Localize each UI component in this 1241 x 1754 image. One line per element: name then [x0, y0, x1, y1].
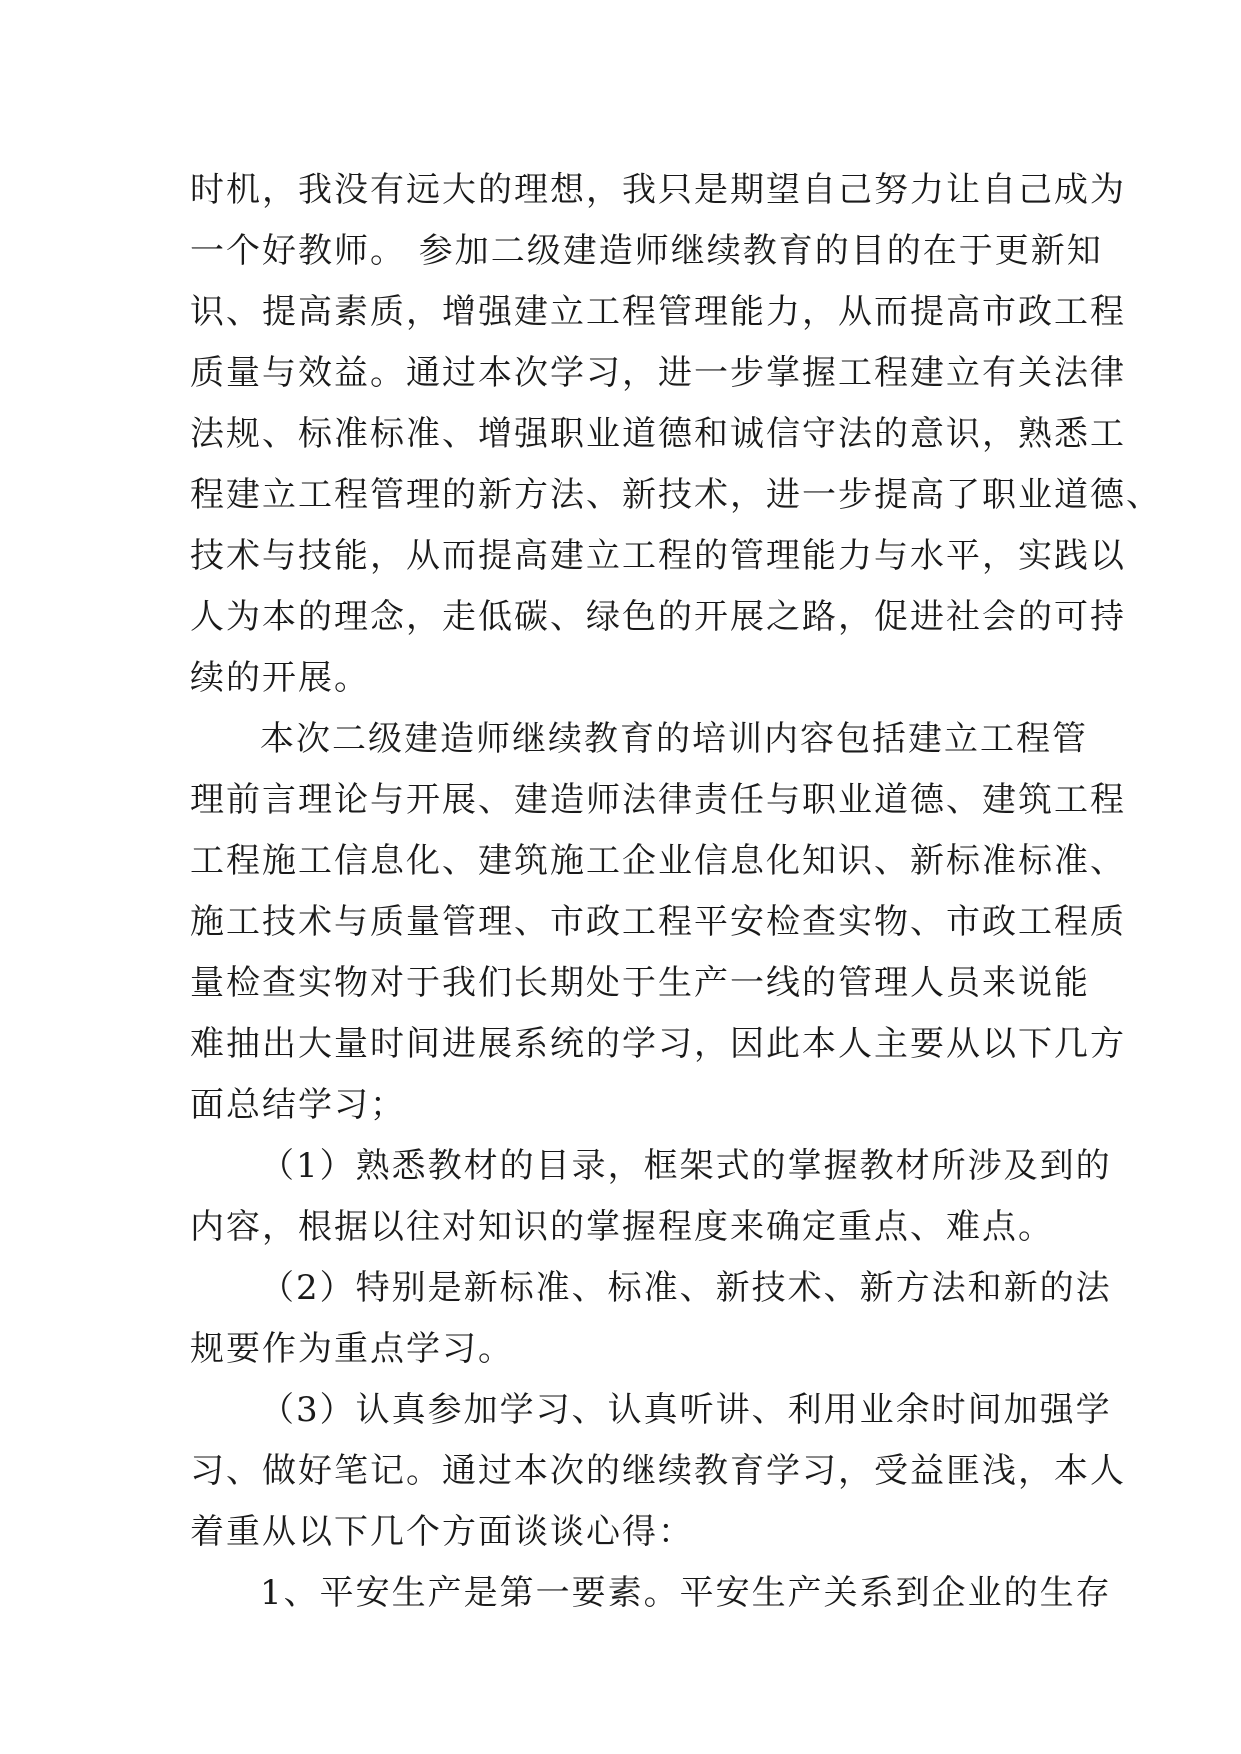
- list-item-3: （3）认真参加学习、认真听讲、利用业余时间加强学: [260, 1390, 1112, 1430]
- text-line: 内容，根据以往对知识的掌握程度来确定重点、难点。: [190, 1207, 1054, 1247]
- text-line: 理前言理论与开展、建造师法律责任与职业道德、建筑工程: [190, 780, 1126, 820]
- text-line: 人为本的理念，走低碳、绿色的开展之路，促进社会的可持: [190, 597, 1126, 637]
- text-line: 一个好教师。 参加二级建造师继续教育的目的在于更新知: [190, 231, 1103, 271]
- text-line: 法规、标准标准、增强职业道德和诚信守法的意识，熟悉工: [190, 414, 1126, 454]
- text-line: 规要作为重点学习。: [190, 1329, 514, 1369]
- text-line: 技术与技能，从而提高建立工程的管理能力与水平，实践以: [190, 536, 1126, 576]
- text-line: 施工技术与质量管理、市政工程平安检查实物、市政工程质: [190, 902, 1126, 942]
- text-line: 工程施工信息化、建筑施工企业信息化知识、新标准标准、: [190, 841, 1126, 881]
- text-line: 质量与效益。通过本次学习，进一步掌握工程建立有关法律: [190, 353, 1126, 393]
- text-line: 程建立工程管理的新方法、新技术，进一步提高了职业道德、: [190, 475, 1162, 515]
- text-line: 着重从以下几个方面谈谈心得：: [190, 1512, 694, 1552]
- text-line: 量检查实物对于我们长期处于生产一线的管理人员来说能: [190, 963, 1090, 1003]
- text-line: 识、提高素质，增强建立工程管理能力，从而提高市政工程: [190, 292, 1126, 332]
- text-line: 时机，我没有远大的理想，我只是期望自己努力让自己成为: [190, 170, 1126, 210]
- section-heading-1: 1、平安生产是第一要素。平安生产关系到企业的生存: [260, 1573, 1112, 1613]
- list-item-1: （1）熟悉教材的目录，框架式的掌握教材所涉及到的: [260, 1146, 1112, 1186]
- document-body: [190, 160, 1162, 1624]
- paragraph-first-line: 本次二级建造师继续教育的培训内容包括建立工程管: [260, 719, 1088, 759]
- text-line: 难抽出大量时间进展系统的学习，因此本人主要从以下几方: [190, 1024, 1126, 1064]
- text-line: 面总结学习；: [190, 1085, 406, 1125]
- text-line: 续的开展。: [190, 658, 370, 698]
- list-item-2: （2）特别是新标准、标准、新技术、新方法和新的法: [260, 1268, 1112, 1308]
- text-line: 习、做好笔记。通过本次的继续教育学习，受益匪浅，本人: [190, 1451, 1126, 1491]
